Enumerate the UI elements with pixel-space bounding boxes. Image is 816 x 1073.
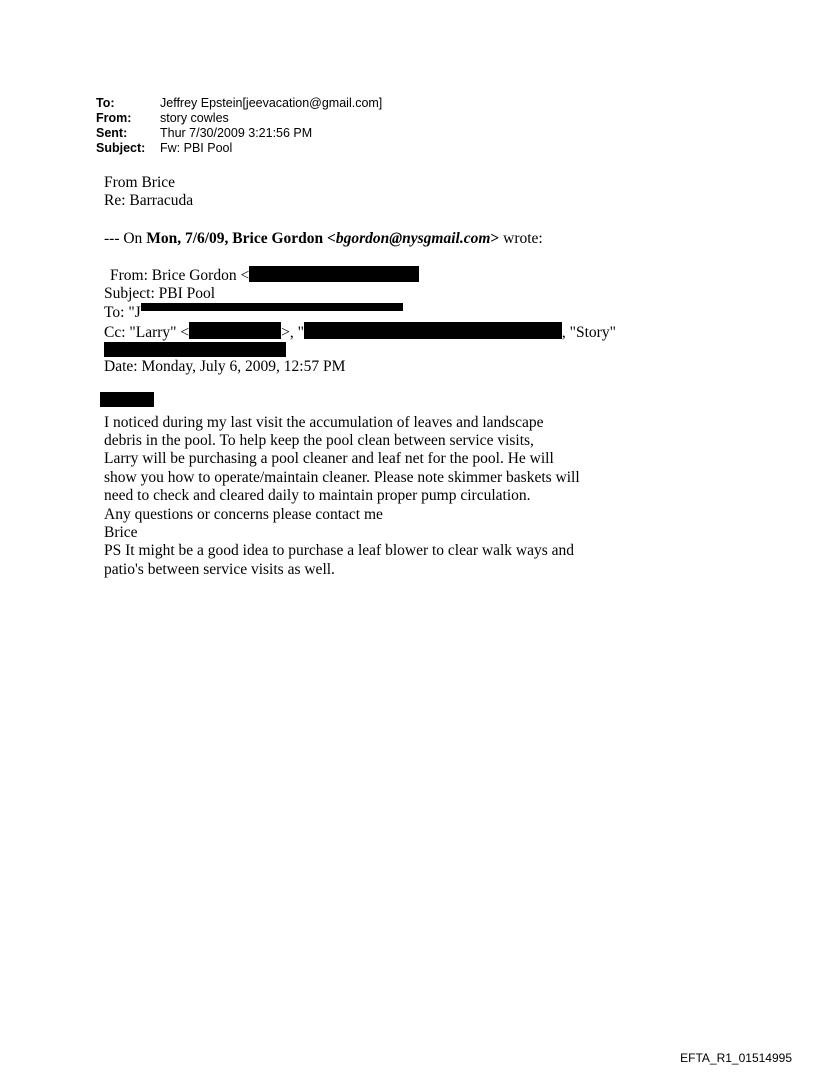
from-label: From: <box>96 111 132 125</box>
intro-re: Re: Barracuda <box>104 192 194 209</box>
from-value: story cowles <box>160 111 229 125</box>
body-line: patio's between service visits as well. <box>104 561 335 578</box>
body-line: I noticed during my last visit the accumulation of leaves and landscape <box>104 414 544 431</box>
sent-label: Sent: <box>96 126 128 140</box>
quote-prefix: --- On <box>104 230 147 247</box>
quote-suffix: wrote: <box>499 230 543 247</box>
document-id: EFTA_R1_01514995 <box>680 1051 792 1065</box>
redaction-block <box>249 266 419 282</box>
to-label: To: <box>96 96 115 110</box>
redaction-block <box>304 322 562 339</box>
fwd-cc-prefix: Cc: "Larry" < <box>104 324 190 341</box>
body-line: Any questions or concerns please contact me <box>104 506 383 523</box>
fwd-date-line: Date: Monday, July 6, 2009, 12:57 PM <box>104 358 346 375</box>
body-line: PS It might be a good idea to purchase a leaf blower to clear walk ways and <box>104 542 575 559</box>
body-line: show you how to operate/maintain cleaner. Please note skimmer baskets will <box>104 469 580 486</box>
body-line: debris in the pool. To help keep the pool clean between service visits, <box>104 432 534 449</box>
to-value: Jeffrey Epstein[jeevacation@gmail.com] <box>160 96 383 110</box>
fwd-from-line <box>110 266 419 286</box>
fwd-to-line <box>104 303 403 323</box>
quote-line <box>104 230 543 249</box>
body-line: Larry will be purchasing a pool cleaner and leaf net for the pool. He will <box>104 450 554 467</box>
fwd-subject-line: Subject: PBI Pool <box>104 285 216 302</box>
subject-label: Subject: <box>96 141 146 155</box>
fwd-cc-story: "Story" <box>569 324 616 341</box>
redaction-block <box>141 303 403 311</box>
fwd-cc-line: Cc: "Larry" < >, " , "Story" <box>104 324 616 341</box>
fwd-from-text: From: Brice Gordon < <box>110 267 250 284</box>
header-subject-row <box>96 141 382 156</box>
redaction-block <box>100 392 154 407</box>
fwd-cc-mid: >, " <box>281 324 304 341</box>
quote-sender: Mon, 7/6/09, Brice Gordon < <box>146 230 336 247</box>
header-to-row <box>96 96 382 111</box>
fwd-to-text: To: "J <box>104 304 141 321</box>
quote-email: bgordon@nysgmail.com <box>335 230 491 247</box>
email-header <box>96 96 382 156</box>
sent-value: Thur 7/30/2009 3:21:56 PM <box>160 126 313 140</box>
redaction-block <box>189 322 281 339</box>
quote-close: > <box>490 230 500 247</box>
redaction-block <box>104 342 286 357</box>
header-sent-row <box>96 126 382 141</box>
body-line: Brice <box>104 524 138 541</box>
intro-from: From Brice <box>104 174 176 191</box>
header-from-row <box>96 111 382 126</box>
subject-value: Fw: PBI Pool <box>160 141 233 155</box>
body-line: need to check and cleared daily to maintain proper pump circulation. <box>104 487 531 504</box>
